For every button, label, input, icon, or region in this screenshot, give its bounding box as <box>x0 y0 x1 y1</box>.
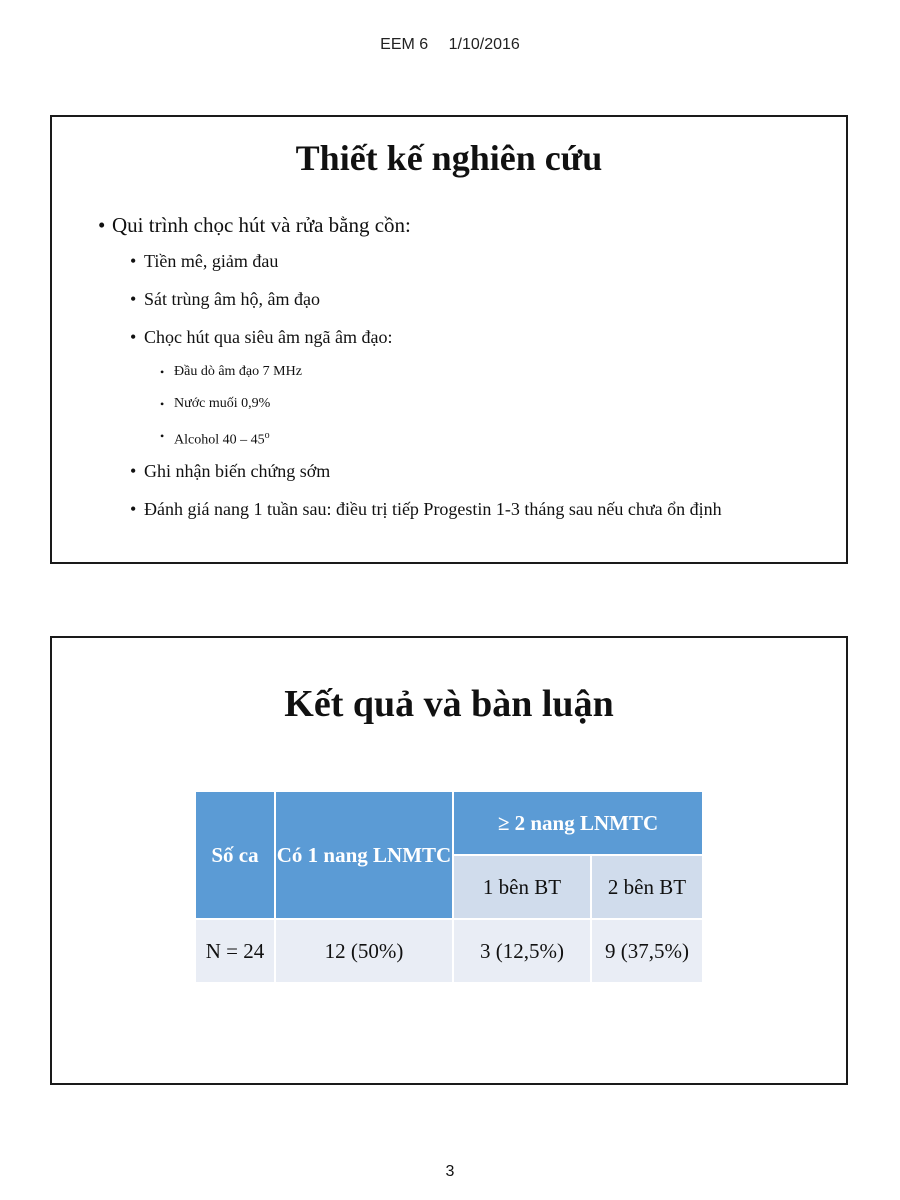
subheader-two-sides: 2 bên BT <box>591 855 703 919</box>
slide-results <box>50 636 848 1085</box>
cell-cases: N = 24 <box>195 919 275 983</box>
slide-title: Thiết kế nghiên cứu <box>295 138 603 178</box>
cell-one-side: 3 (12,5%) <box>453 919 591 983</box>
slide-title: Kết quả và bàn luận <box>284 683 614 725</box>
slide-study-design <box>50 115 848 564</box>
bullet-item: • Đánh giá nang 1 tuần sau: điều trị tiếp Progestin 1-3 tháng sau nếu chưa ổn định <box>52 490 846 528</box>
header-code: EEM 6 <box>380 36 429 53</box>
results-table <box>194 790 704 984</box>
header-one-cyst: Có 1 nang LNMTC <box>275 791 453 919</box>
header-date: 1/10/2016 <box>448 36 520 53</box>
alcohol-text: Alcohol 40 – 45 <box>174 432 265 448</box>
bullet-main: • Qui trình chọc hút và rửa bằng cồn: <box>52 213 846 238</box>
header-two-plus-cysts: ≥ 2 nang LNMTC <box>453 791 703 855</box>
bullet-list <box>52 213 846 528</box>
bullet-item: • Sát trùng âm hộ, âm đạo <box>52 280 846 318</box>
bullet-subitem: • Đầu dò âm đạo 7 MHz <box>52 356 846 388</box>
bullet-item: • Ghi nhận biến chứng sớm <box>52 452 846 490</box>
cell-one-cyst: 12 (50%) <box>275 919 453 983</box>
table-row <box>195 919 703 983</box>
header-cases: Số ca <box>195 791 275 919</box>
page-header <box>0 36 900 54</box>
bullet-item: • Tiền mê, giảm đau <box>52 242 846 280</box>
bullet-subitem <box>52 420 846 452</box>
subheader-one-side: 1 bên BT <box>453 855 591 919</box>
bullet-item: • Chọc hút qua siêu âm ngã âm đạo: <box>52 318 846 356</box>
cell-two-sides: 9 (37,5%) <box>591 919 703 983</box>
degree-mark: o <box>264 430 270 441</box>
page-number: 3 <box>445 1163 455 1180</box>
bullet-subitem: • Nước muối 0,9% <box>52 388 846 420</box>
